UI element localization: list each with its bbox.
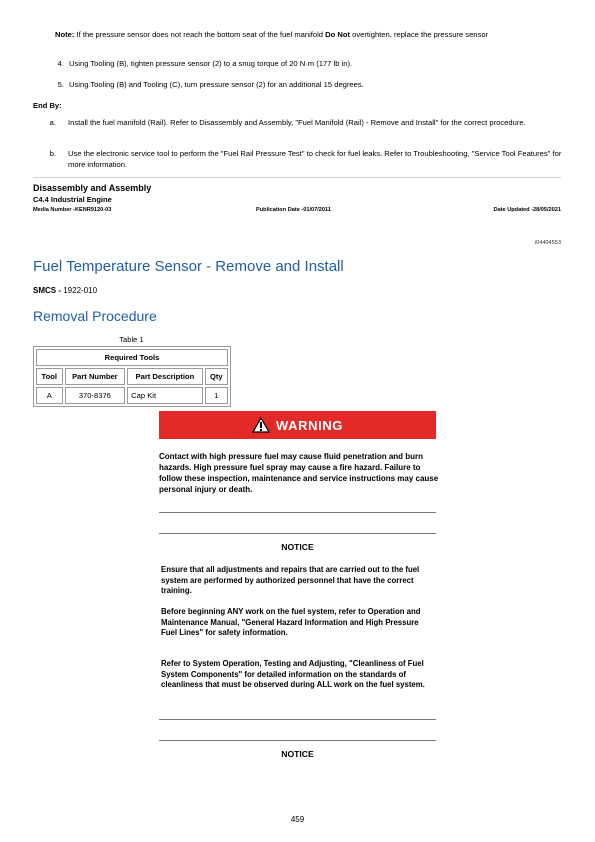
warning-banner: [159, 411, 436, 439]
notice-paragraph: Refer to System Operation, Testing and Adjusting, "Cleanliness of Fuel System Components" for detailed information on the standards of cleanliness that must be observed during ALL work on the fuel system.: [161, 659, 425, 689]
step-text: Using Tooling (B) and Tooling (C), turn pressure sensor (2) for an additional 15 degrees.: [69, 80, 364, 89]
smcs-value: 1922-010: [63, 286, 98, 295]
page-title: Fuel Temperature Sensor - Remove and Install: [33, 258, 344, 275]
step-number: 5.: [57, 80, 64, 89]
rule: [159, 512, 436, 513]
rule: [159, 740, 436, 741]
rule: [159, 719, 436, 720]
notice-paragraph: Before beginning ANY work on the fuel system, refer to Operation and Maintenance Manual, "General Hazard Information and High Pressure Fuel Lines" for safety information.: [161, 607, 421, 637]
table-cell: Cap Kit: [127, 387, 202, 404]
column-header: Tool: [36, 368, 63, 385]
table-caption: Table 1: [119, 335, 144, 344]
item-letter: b.: [49, 149, 56, 158]
item-text: Use the electronic service tool to perform the "Fuel Rail Pressure Test" to check for fuel leaks. Refer to Troubleshooting, "Service Tool Features" for more information.: [68, 149, 562, 169]
date-updated: Date Updated -28/05/2021: [493, 207, 561, 213]
doc-title: Disassembly and Assembly: [33, 183, 152, 193]
note-emphasis: Do Not: [325, 30, 351, 39]
table-title: Required Tools: [36, 349, 228, 366]
warning-triangle-icon: [252, 417, 270, 433]
warning-text: Contact with high pressure fuel may cause fluid penetration and burn hazards. High pressure fuel spray may cause a fire hazard. Failure to follow these inspection, maintenance and service instructions may cause personal injury or death.: [159, 452, 439, 494]
notice-paragraph: Ensure that all adjustments and repairs that are carried out to the fuel system are performed by authorized personnel that have the correct training.: [161, 565, 420, 595]
table-cell: A: [36, 387, 63, 404]
table-cell: 1: [205, 387, 228, 404]
table-row: [36, 387, 228, 404]
table-cell: 370-8376: [65, 387, 126, 404]
section-divider: [33, 177, 561, 178]
item-text: Install the fuel manifold (Rail). Refer to Disassembly and Assembly, "Fuel Manifold (Rail) - Remove and Install" for the correct procedure.: [68, 118, 526, 127]
notice-heading: NOTICE: [281, 542, 314, 552]
rule: [159, 533, 436, 534]
column-header: Qty: [205, 368, 228, 385]
page-number: 459: [290, 815, 305, 824]
column-header: Part Description: [127, 368, 202, 385]
note-text-2: overtighten, replace the pressure sensor: [350, 30, 489, 39]
end-by-label: End By:: [33, 101, 62, 110]
smcs-code: [33, 286, 97, 295]
notice-heading: NOTICE: [281, 749, 314, 759]
media-number: Media Number -KENR9120-03: [33, 207, 112, 213]
doc-engine: C4.4 Industrial Engine: [33, 195, 112, 204]
column-header: Part Number: [65, 368, 126, 385]
note-text-1: If the pressure sensor does not reach the bottom seat of the fuel manifold: [74, 30, 326, 39]
note-paragraph: [55, 30, 555, 41]
smcs-label: SMCS -: [33, 286, 64, 295]
document-id: i04404553: [534, 240, 561, 246]
publication-date: Publication Date -01/07/2011: [256, 207, 331, 213]
warning-label: WARNING: [275, 417, 344, 433]
step-text: Using Tooling (B), tighten pressure sensor (2) to a snug torque of 20 N·m (177 lb in).: [69, 59, 353, 68]
note-label: Note:: [55, 30, 75, 39]
step-number: 4.: [57, 59, 64, 68]
item-letter: a.: [49, 118, 56, 127]
required-tools-table: [33, 346, 231, 407]
section-heading: Removal Procedure: [33, 308, 157, 324]
